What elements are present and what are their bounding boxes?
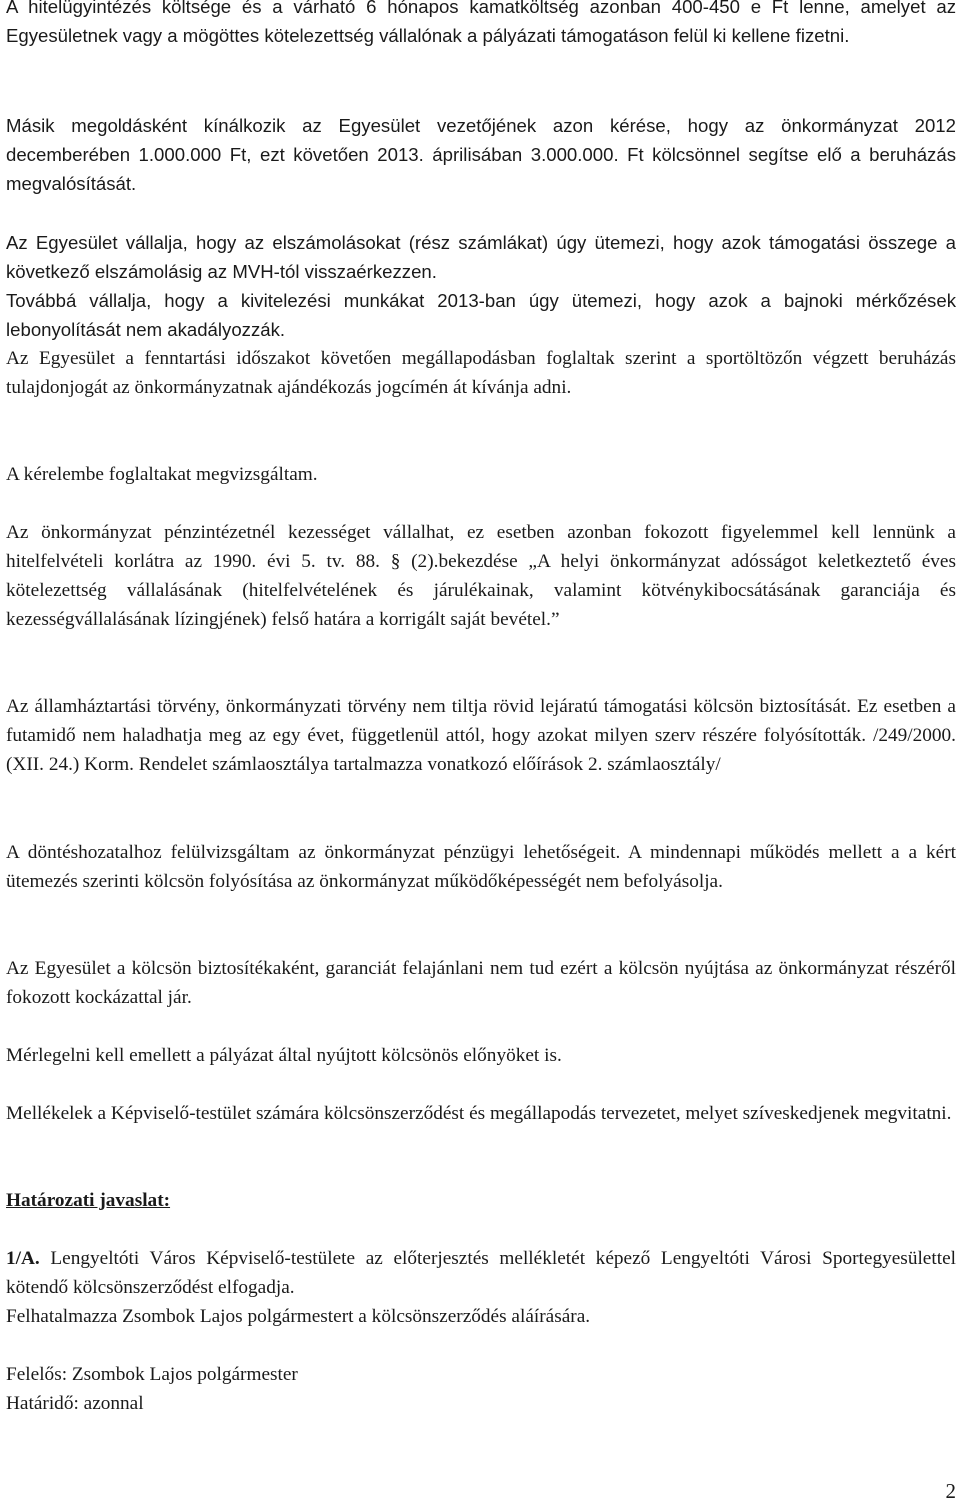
paragraph-guarantee-limit: Az önkormányzat pénzintézetnél kezességet vállalhat, ez esetben azonban fokozott figyelemmel kell lennünk a hitelfelvételi korlátra az 1990. évi 5. tv. 88. § (2).bekezdése „A helyi önkormányzat adósságot keletkeztető éves kötelezettség vállalásának (hitelfelvételének és járulékainak, valamint kötvénykibocsátásának garanciája és kezességvállalásának lízingjének) felső határa a korrigált saját bevétel.”	[6, 522, 956, 630]
paragraph-public-finance-law: Az államháztartási törvény, önkormányzati törvény nem tiltja rövid lejáratú támogatási kölcsön biztosítását. Ez esetben a futamidő nem haladhatja meg az egy évet, függetlenül attól, hogy azokat milyen szerv részére folyósították. /249/2000.(XII. 24.) Korm. Rendelet számlaosztálya tartalmazza vonatkozó előírások 2. számlaosztály/	[6, 696, 956, 775]
resolution-text	[6, 1244, 956, 1302]
paragraph-request-examined: A kérelembe foglaltakat megvizsgáltam.	[6, 464, 318, 485]
resolution-body: Lengyeltóti Város Képviselő-testülete az előterjesztés mellékletét képező Lengyeltóti Városi Sportegyesülettel kötendő kölcsönszerződést elfogadja.	[6, 1248, 956, 1298]
paragraph-cost-note: A hitelügyintézés költsége és a várható 6 hónapos kamatköltség azonban 400-450 e Ft lenne, amelyet az Egyesületnek vagy a mögöttes kötelezettség vállalónak a pályázati támogatáson felül ki kellene fizetni.	[6, 0, 956, 46]
paragraph-construction-scheduling: Továbbá vállalja, hogy a kivitelezési munkákat 2013-ban úgy ütemezi, hogy azok a bajnoki mérkőzések lebonyolítását nem akadályozzák.	[6, 290, 956, 340]
resolution-deadline: Határidő: azonnal	[6, 1393, 144, 1414]
resolution-number: 1/A.	[6, 1248, 40, 1269]
paragraph-financial-review: A döntéshozatalhoz felülvizsgáltam az önkormányzat pénzügyi lehetőségeit. A mindennapi működés mellett a a kért ütemezés szerinti kölcsön folyósítása az önkormányzat működőképességét nem befolyásolja.	[6, 842, 956, 892]
paragraph-loan-risk: Az Egyesület a kölcsön biztosítékaként, garanciát felajánlani nem tud ezért a kölcsön nyújtása az önkormányzat részéről fokozott kockázattal jár.	[6, 958, 956, 1008]
paragraph-ownership-transfer: Az Egyesület a fenntartási időszakot követően megállapodásban foglaltak szerint a sportöltözőn végzett beruházás tulajdonjogát az önkormányzatnak ajándékozás jogcímén át kívánja adni.	[6, 348, 956, 398]
resolution-responsible: Felelős: Zsombok Lajos polgármester	[6, 1364, 298, 1385]
paragraph-alternative-solution: Másik megoldásként kínálkozik az Egyesület vezetőjének azon kérése, hogy az önkormányzat 2012 decemberében 1.000.000 Ft, ezt követően 2013. áprilisában 3.000.000. Ft kölcsönnel segítse elő a beruházás megvalósítását.	[6, 115, 956, 194]
resolution-heading: Határozati javaslat:	[6, 1190, 171, 1211]
resolution-authorization: Felhatalmazza Zsombok Lajos polgármestert a kölcsönszerződés aláírására.	[6, 1306, 591, 1327]
paragraph-mutual-benefits: Mérlegelni kell emellett a pályázat által nyújtott kölcsönös előnyöket is.	[6, 1045, 562, 1066]
paragraph-attachments: Mellékelek a Képviselő-testület számára kölcsönszerződést és megállapodás tervezetet, melyet szíveskedjenek megvitatni.	[6, 1103, 952, 1124]
paragraph-settlement-scheduling: Az Egyesület vállalja, hogy az elszámolásokat (rész számlákat) úgy ütemezi, hogy azok támogatási összege a következő elszámolásig az MVH-tól visszaérkezzen.	[6, 232, 956, 282]
page-number: 2	[945, 1479, 956, 1503]
